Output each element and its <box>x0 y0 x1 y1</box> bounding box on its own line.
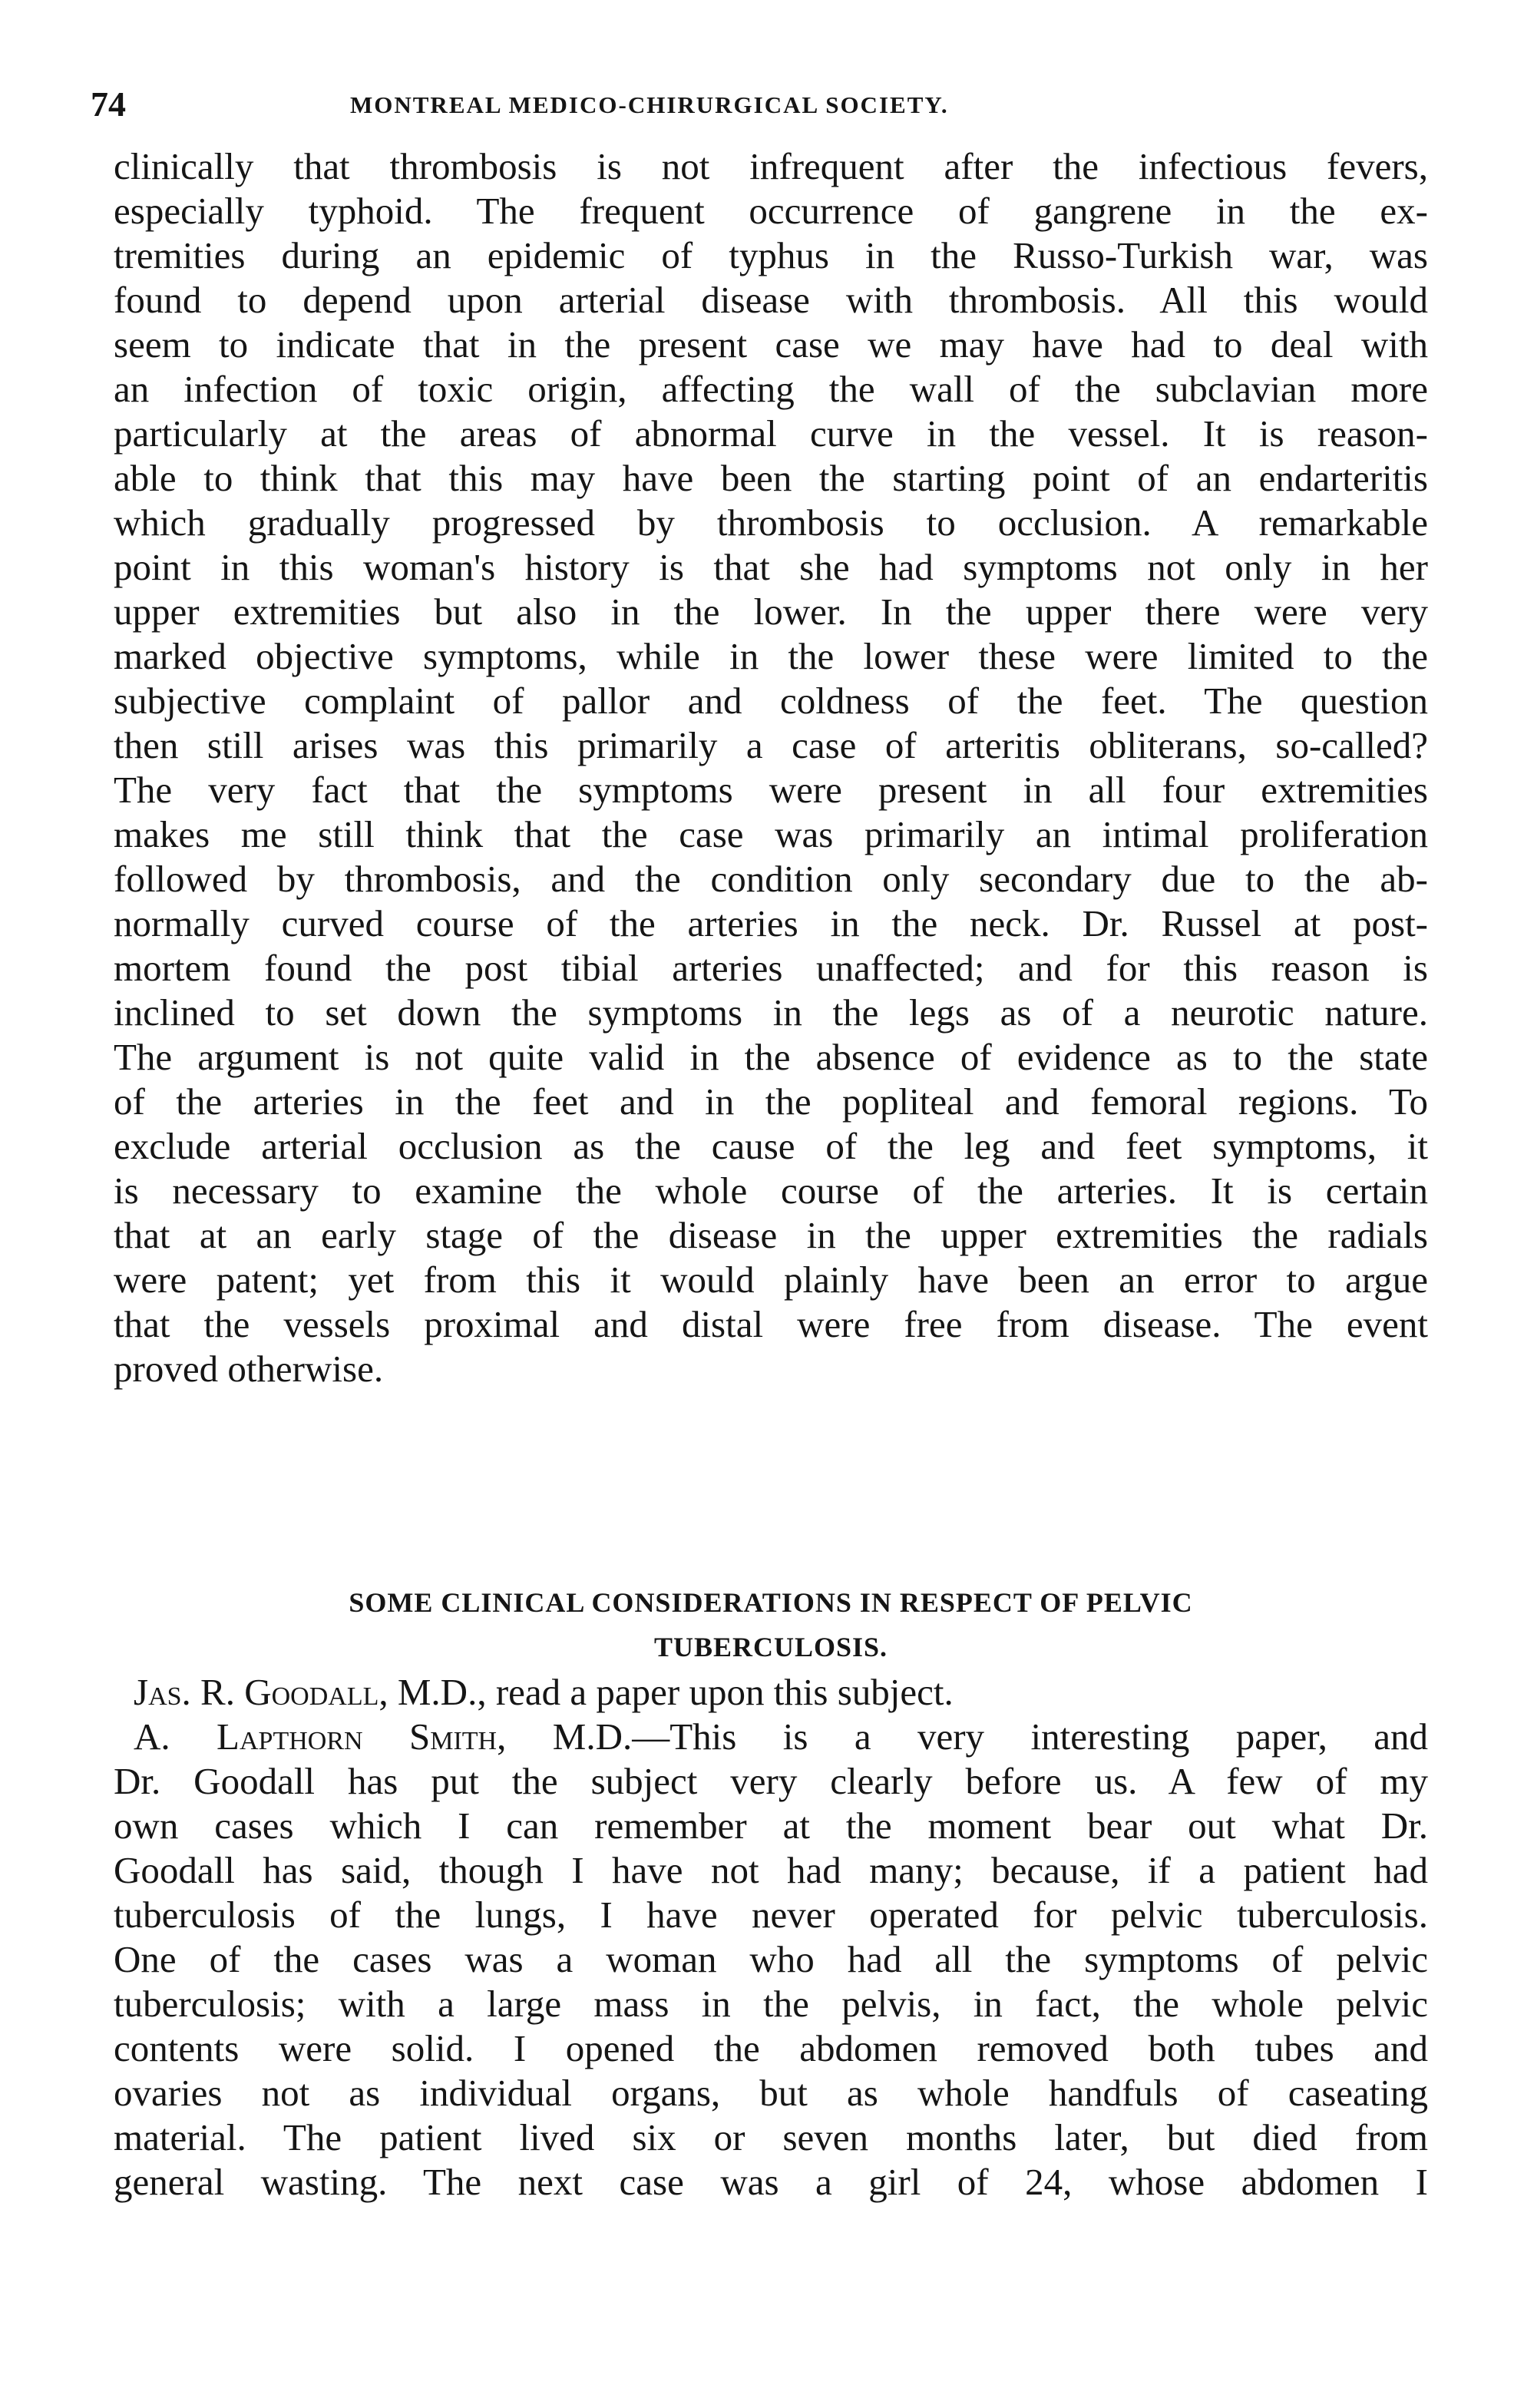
paragraph-line: proved otherwise. <box>114 1348 384 1390</box>
paragraph-line: then still arises was this primarily a case of arteritis obliterans, so-called? <box>114 724 1428 766</box>
smith-paragraph-line: tuberculosis; with a large mass in the pelvis, in fact, the whole pelvic <box>114 1983 1428 2025</box>
speaker-name-smith: A. Lapthorn Smith, <box>134 1715 507 1758</box>
paragraph-line: particularly at the areas of abnormal curve in the vessel. It is reason- <box>114 412 1428 455</box>
pelvic-tuberculosis-discussion <box>114 1670 1428 2205</box>
goodall-line-text: M.D., read a paper upon this subject. <box>388 1671 954 1713</box>
smith-paragraph-line: Goodall has said, though I have not had many; because, if a patient had <box>114 1849 1428 1891</box>
paragraph-line: that at an early stage of the disease in the upper extremities the radials <box>114 1214 1428 1256</box>
smith-opening-text: M.D.—This is a very interesting paper, and <box>506 1715 1428 1758</box>
paragraph-line: The argument is not quite valid in the absence of evidence as to the state <box>114 1036 1428 1078</box>
smith-paragraph-line: One of the cases was a woman who had all the symptoms of pelvic <box>114 1938 1428 1980</box>
continued-discussion-paragraph <box>114 144 1428 1391</box>
paragraph-line: of the arteries in the feet and in the popliteal and femoral regions. To <box>114 1080 1428 1123</box>
smith-paragraph-line: Dr. Goodall has put the subject very clearly before us. A few of my <box>114 1760 1428 1802</box>
paragraph-line: normally curved course of the arteries in the neck. Dr. Russel at post- <box>114 902 1428 944</box>
paragraph-line: makes me still think that the case was primarily an intimal proliferation <box>114 813 1428 855</box>
section-heading <box>114 1580 1428 1669</box>
section-heading-line: SOME CLINICAL CONSIDERATIONS IN RESPECT OF PELVIC <box>349 1587 1193 1618</box>
paragraph-line: especially typhoid. The frequent occurrence of gangrene in the ex- <box>114 190 1428 232</box>
running-title: MONTREAL MEDICO-CHIRURGICAL SOCIETY. <box>350 91 949 118</box>
section-heading-line: TUBERCULOSIS. <box>653 1632 888 1662</box>
paragraph-line: found to depend upon arterial disease with thrombosis. All this would <box>114 279 1428 321</box>
page-number: 74 <box>91 84 126 124</box>
smith-paragraph-line: material. The patient lived six or seven months later, but died from <box>114 2116 1428 2158</box>
smith-paragraph-line: tuberculosis of the lungs, I have never operated for pelvic tuberculosis. <box>114 1894 1428 1936</box>
paragraph-line: able to think that this may have been the starting point of an endarteritis <box>114 457 1428 499</box>
paragraph-line: point in this woman's history is that she had symptoms not only in her <box>114 546 1428 588</box>
smith-paragraph-line: ovaries not as individual organs, but as whole handfuls of caseating <box>114 2072 1428 2114</box>
paragraph-line: which gradually progressed by thrombosis to occlusion. A remarkable <box>114 501 1428 544</box>
paragraph-line: that the vessels proximal and distal were free from disease. The event <box>114 1303 1428 1345</box>
page-header <box>91 81 1430 127</box>
smith-paragraph-line: contents were solid. I opened the abdomen removed both tubes and <box>114 2027 1428 2069</box>
paragraph-line: marked objective symptoms, while in the lower these were limited to the <box>114 635 1428 677</box>
paragraph-line: an infection of toxic origin, affecting the wall of the subclavian more <box>114 368 1428 410</box>
smith-opening-line <box>114 1715 1428 1759</box>
smith-paragraph-line: general wasting. The next case was a girl of 24, whose abdomen I <box>114 2161 1428 2203</box>
paragraph-line: were patent; yet from this it would plainly have been an error to argue <box>114 1259 1428 1301</box>
paragraph-line: followed by thrombosis, and the condition only secondary due to the ab- <box>114 858 1428 900</box>
paragraph-line: clinically that thrombosis is not infrequent after the infectious fevers, <box>114 145 1428 187</box>
paragraph-line: mortem found the post tibial arteries unaffected; and for this reason is <box>114 947 1428 989</box>
speaker-name-goodall: Jas. R. Goodall, <box>134 1671 388 1713</box>
paragraph-line: upper extremities but also in the lower. In the upper there were very <box>114 590 1428 633</box>
paragraph-line: subjective complaint of pallor and coldness of the feet. The question <box>114 680 1428 722</box>
smith-paragraph-line: own cases which I can remember at the moment bear out what Dr. <box>114 1804 1428 1847</box>
paragraph-line: inclined to set down the symptoms in the legs as of a neurotic nature. <box>114 991 1428 1034</box>
paragraph-line: exclude arterial occlusion as the cause of the leg and feet symptoms, it <box>114 1125 1428 1167</box>
paragraph-line: seem to indicate that in the present case we may have had to deal with <box>114 323 1428 366</box>
paragraph-line: is necessary to examine the whole course of the arteries. It is certain <box>114 1169 1428 1212</box>
paragraph-line: The very fact that the symptoms were present in all four extremities <box>114 769 1428 811</box>
paragraph-line: tremities during an epidemic of typhus in the Russo-Turkish war, was <box>114 234 1428 276</box>
goodall-paper-line <box>114 1670 1428 1715</box>
